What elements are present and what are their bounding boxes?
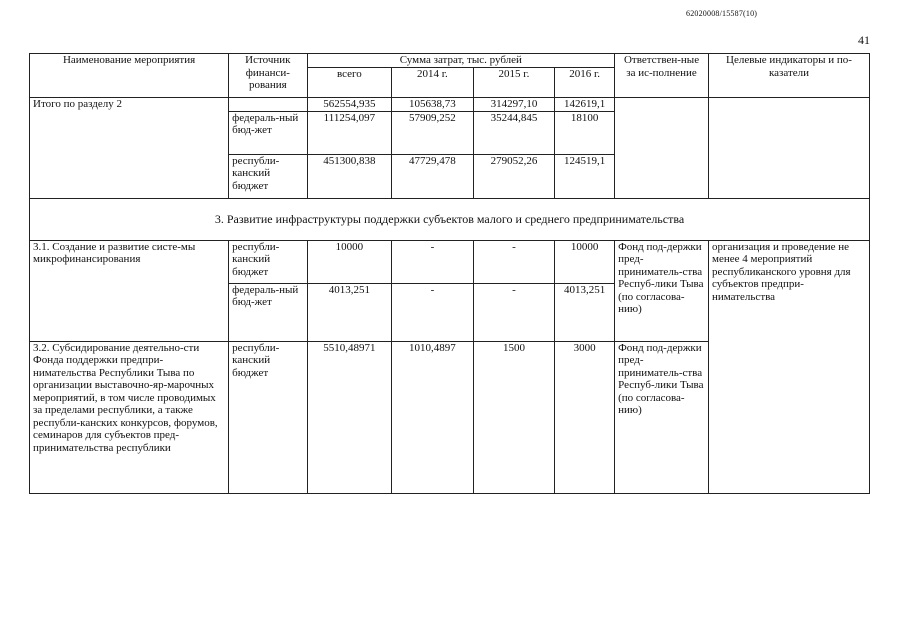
value-2016-cell: 124519,1 bbox=[555, 154, 615, 198]
table-row bbox=[30, 240, 870, 283]
value-2014-cell: 1010,4897 bbox=[392, 341, 474, 493]
value-2014-cell: 57909,252 bbox=[392, 111, 474, 154]
header-row bbox=[30, 54, 870, 68]
value-2015-cell: - bbox=[473, 283, 555, 341]
table-row bbox=[30, 98, 870, 112]
total-cell: 5510,48971 bbox=[307, 341, 392, 493]
header-name: Наименование мероприятия bbox=[30, 54, 229, 98]
source-cell: федераль-ный бюд-жет bbox=[229, 283, 307, 341]
value-2014-cell: 47729,478 bbox=[392, 154, 474, 198]
total-cell: 10000 bbox=[307, 240, 392, 283]
header-responsible: Ответствен-ные за ис-полнение bbox=[615, 54, 709, 98]
value-2015-cell: - bbox=[473, 240, 555, 283]
section2-total-label: Итого по разделу 2 bbox=[30, 98, 229, 199]
section-row bbox=[30, 198, 870, 240]
responsible-cell: Фонд под-держки пред-приниматель-ства Респуб-лики Тыва (по согласова-нию) bbox=[615, 341, 709, 493]
value-2016-cell: 3000 bbox=[555, 341, 615, 493]
item-name: 3.1. Создание и развитие систе-мы микрофинансирования bbox=[30, 240, 229, 341]
header-sum: Сумма затрат, тыс. рублей bbox=[307, 54, 615, 68]
page-number: 41 bbox=[858, 33, 870, 47]
budget-table bbox=[29, 53, 870, 494]
source-cell: республи-канский бюджет bbox=[229, 341, 307, 493]
value-2016-cell: 4013,251 bbox=[555, 283, 615, 341]
value-2014-cell: - bbox=[392, 240, 474, 283]
total-cell: 451300,838 bbox=[307, 154, 392, 198]
value-2016-cell: 18100 bbox=[555, 111, 615, 154]
item-name: 3.2. Субсидирование деятельно-сти Фонда поддержки предпри-нимательства Республики Тыва по организации выставочно-яр-марочных мероприятий, в том числе проводимых за пределами республики, а также республи-канских конкурсов, форумов, семинаров для субъектов пред-принимательства республики bbox=[30, 341, 229, 493]
source-cell bbox=[229, 98, 307, 112]
section-title: 3. Развитие инфраструктуры поддержки субъектов малого и среднего предпринимательства bbox=[30, 198, 870, 240]
total-cell: 562554,935 bbox=[307, 98, 392, 112]
responsible-cell: Фонд под-держки пред-приниматель-ства Респуб-лики Тыва (по согласова-нию) bbox=[615, 240, 709, 341]
header-indicators: Целевые индикаторы и по-казатели bbox=[708, 54, 869, 98]
value-2015-cell: 35244,845 bbox=[473, 111, 555, 154]
responsible-cell bbox=[615, 98, 709, 199]
indicators-cell bbox=[708, 98, 869, 199]
value-2014-cell: 105638,73 bbox=[392, 98, 474, 112]
header-2014: 2014 г. bbox=[392, 68, 474, 98]
value-2015-cell: 279052,26 bbox=[473, 154, 555, 198]
value-2016-cell: 10000 bbox=[555, 240, 615, 283]
document-code: 62020008/15587(10) bbox=[686, 9, 758, 18]
indicators-cell: организация и проведение не менее 4 мероприятий республиканского уровня для субъектов предпри-нимательства bbox=[708, 240, 869, 493]
source-cell: федераль-ный бюд-жет bbox=[229, 111, 307, 154]
source-cell: республи-канский бюджет bbox=[229, 154, 307, 198]
value-2014-cell: - bbox=[392, 283, 474, 341]
header-total: всего bbox=[307, 68, 392, 98]
total-cell: 4013,251 bbox=[307, 283, 392, 341]
header-2016: 2016 г. bbox=[555, 68, 615, 98]
header-source: Источник финанси-рования bbox=[229, 54, 307, 98]
total-cell: 111254,097 bbox=[307, 111, 392, 154]
value-2015-cell: 1500 bbox=[473, 341, 555, 493]
header-2015: 2015 г. bbox=[473, 68, 555, 98]
value-2016-cell: 142619,1 bbox=[555, 98, 615, 112]
value-2015-cell: 314297,10 bbox=[473, 98, 555, 112]
source-cell: республи-канский бюджет bbox=[229, 240, 307, 283]
